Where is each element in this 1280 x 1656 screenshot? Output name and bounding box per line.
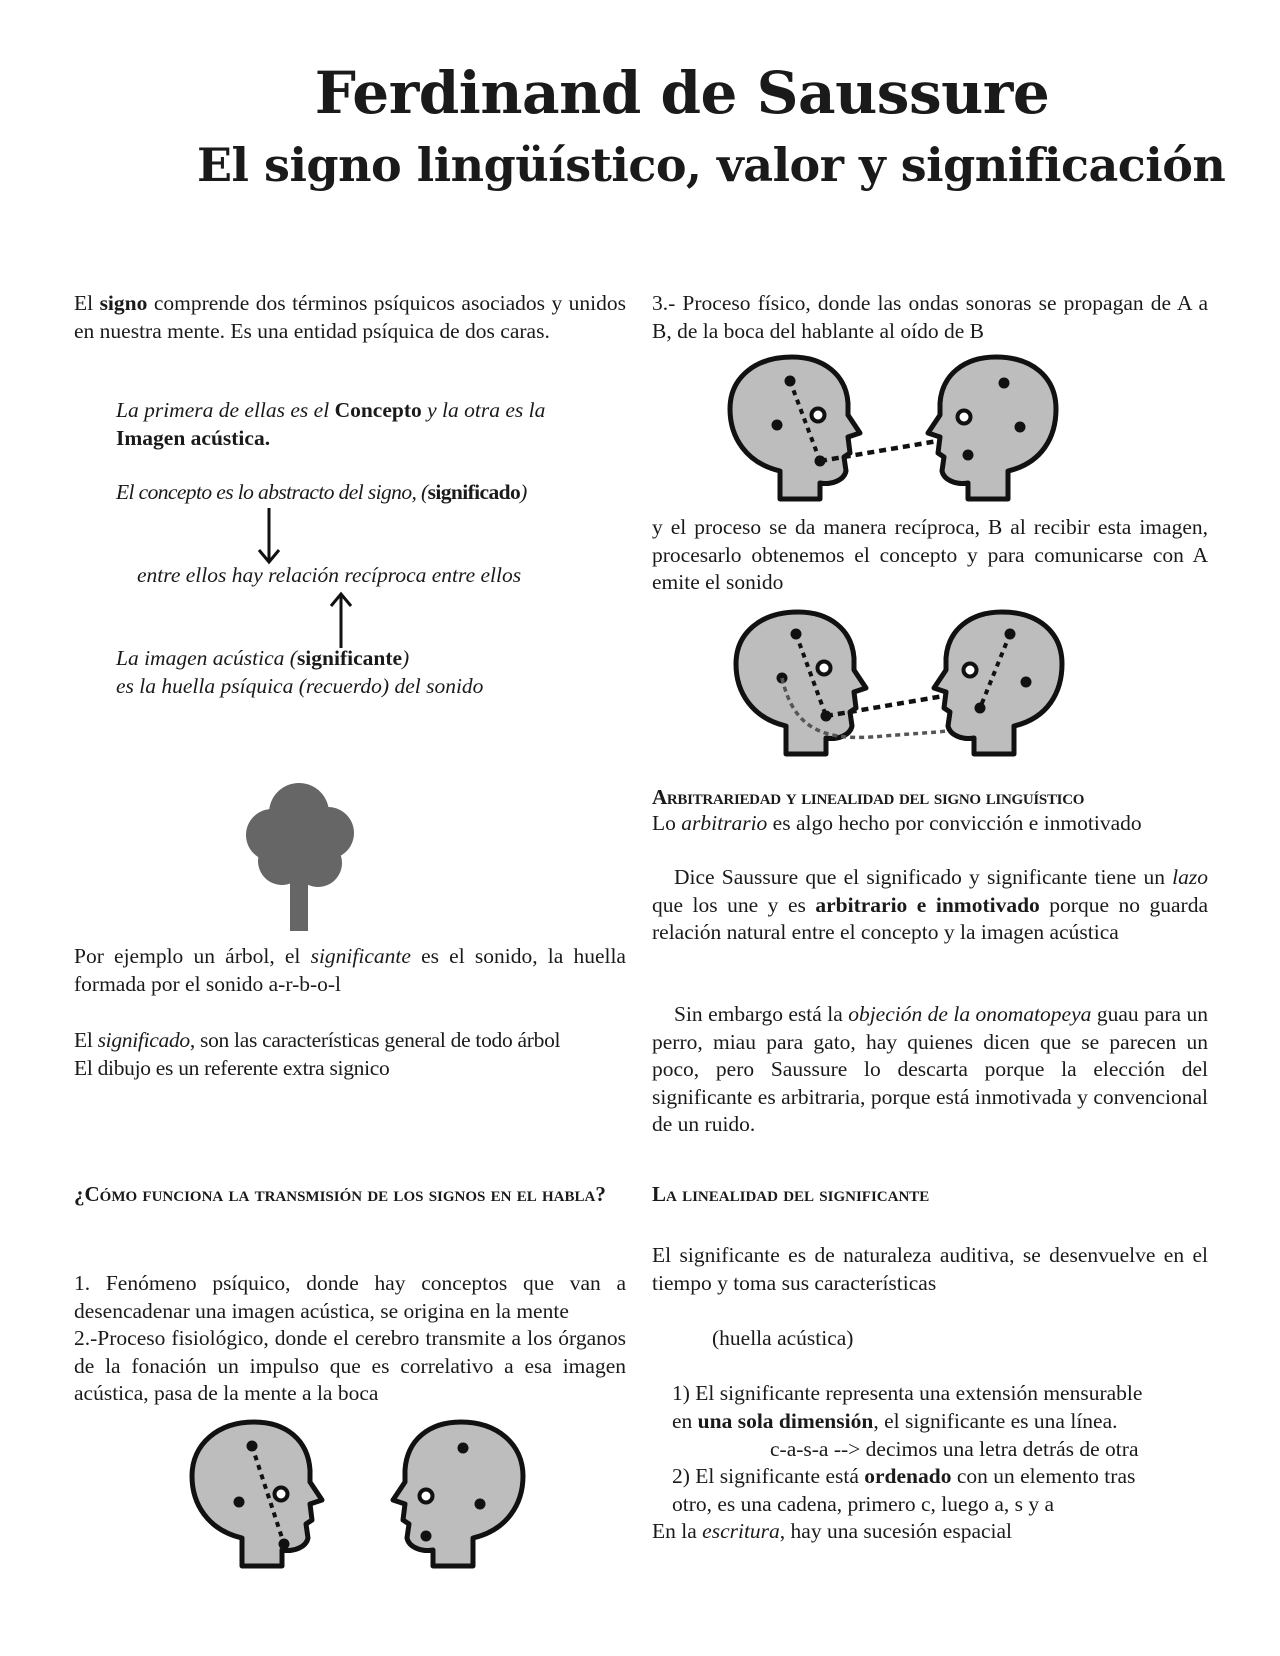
sign-intro-paragraph: El signo comprende dos términos psíquicos asociados y unidos en nuestra mente. Es una entidad psíquica de dos caras. xyxy=(74,291,626,343)
acoustic-trace-note: (huella acústica) xyxy=(712,1326,854,1350)
referente-line: El dibujo es un referente extra signico xyxy=(74,1055,390,1080)
relation-line: entre ellos hay relación recíproca entre ellos xyxy=(137,563,522,587)
image-line: La imagen acústica (significante) es la huella psíquica (recuerdo) del sonido xyxy=(116,646,484,698)
step-3: 3.- Proceso físico, donde las ondas sonoras se propagan de A a B, de la boca del hablante al oído de B xyxy=(652,291,1208,343)
heads-diagram-top xyxy=(728,355,1058,503)
linearity-heading: La linealidad del significante xyxy=(652,1182,930,1206)
onomatopoeia-paragraph: Sin embargo está la objeción de la onomatopeya guau para un perro, miau para gato, hay quienes dicen que se parecen un poco, pero Saussure lo descarta porque la elección del significante es arbitraria, porque está inmotivada y convencional de un ruido. xyxy=(652,1002,1209,1136)
casa-example: c-a-s-a --> decimos una letra detrás de otra xyxy=(770,1437,1139,1461)
writing-line: En la escritura, hay una sucesión espacial xyxy=(652,1519,1013,1543)
heads-diagram-bottom xyxy=(190,1420,525,1572)
step-2: 2.-Proceso fisiológico, donde el cerebro transmite a los órganos de la fonación un impulso que es correlativo a esa imagen acústica, pasa de la mente a la boca xyxy=(74,1326,626,1405)
head-left-icon xyxy=(192,1422,322,1566)
saussure-arbitrary-paragraph: Dice Saussure que el significado y significante tiene un lazo que los une y es arbitrario e inmotivado porque no guarda relación natural entre el concepto y la imagen acústica xyxy=(652,865,1208,944)
tree-example-paragraph: Por ejemplo un árbol, el significante es el sonido, la huella formada por el sonido a-r-b-o-l xyxy=(74,944,626,996)
heads-diagram-reciprocal xyxy=(734,610,1064,758)
concept-line: El concepto es lo abstracto del signo, (significado) xyxy=(116,480,527,504)
transmission-heading: ¿Cómo funciona la transmisión de los signos en el habla? xyxy=(74,1182,606,1206)
arrow-up-icon xyxy=(326,590,356,650)
arbitrary-definition: Lo arbitrario es algo hecho por convicción e inmotivado xyxy=(652,811,1142,835)
reciprocal-paragraph: y el proceso se da manera recíproca, B al recibir esta imagen, procesarlo obtenemos el concepto y para comunicarse con A emite el sonido xyxy=(652,515,1208,594)
linearity-definition: El significante es de naturaleza auditiva, se desenvuelve en el tiempo y toma sus características xyxy=(652,1243,1208,1295)
linearity-point-1: 1) El significante representa una extensión mensurable en una sola dimensión, el significante es una línea. xyxy=(672,1381,1143,1433)
step-1: 1. Fenómeno psíquico, donde hay conceptos que van a desencadenar una imagen acústica, se origina en la mente xyxy=(74,1271,626,1323)
head-right-icon xyxy=(393,1422,523,1566)
tree-icon xyxy=(244,783,356,931)
arbitrariness-heading: Arbitrariedad y linealidad del signo linguístico xyxy=(652,785,1085,809)
arrow-down-icon xyxy=(254,506,284,566)
linearity-point-2: 2) El significante está ordenado con un elemento tras otro, es una cadena, primero c, luego a, s y a xyxy=(672,1464,1136,1516)
page-subtitle: El signo lingüístico, valor y significación xyxy=(197,138,1226,192)
two-faces-paragraph: La primera de ellas es el Concepto y la otra es la Imagen acústica. xyxy=(116,398,546,450)
page-title: Ferdinand de Saussure xyxy=(314,59,1050,127)
significado-paragraph: El significado, son las características general de todo árbol El dibujo es un referente extra signico xyxy=(74,1028,561,1080)
